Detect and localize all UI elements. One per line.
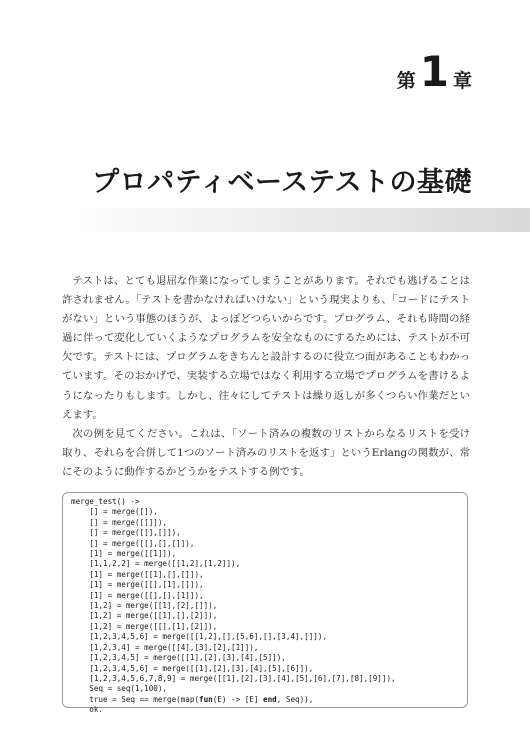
chapter-title: プロパティベーステストの基礎 [92, 167, 472, 198]
code-line: [1,2] = merge([[1],[2],[]]), [71, 601, 218, 611]
code-line: [] = merge([]), [71, 507, 158, 517]
code-line: [1,2,3,4,5] = merge([[1],[2],[3],[4],[5]]), [71, 653, 286, 663]
code-line: [1,2,3,4,5,6,7,8,9] = merge([[1],[2],[3],[4],[5],[6],[7],[8],[9]]), [71, 673, 396, 683]
code-line: [1] = merge([[],[],[1]]), [71, 590, 204, 600]
title-decoration-bar [62, 208, 530, 232]
code-line: [1,2] = merge([[],[1],[2]]), [71, 621, 218, 631]
code-line: [1,1,2,2] = merge([[1,2],[1,2]]), [71, 559, 241, 569]
code-fragment: (E) -> [E] [212, 694, 264, 704]
code-line: [] = merge([[],[],[]]), [71, 538, 195, 548]
code-keyword-fun: fun [199, 694, 213, 704]
chapter-number: 1 [419, 47, 449, 96]
code-line: [1,2,3,4,5,6] = merge([[1],[2],[3],[4],[5],[6]]), [71, 663, 314, 673]
code-line: merge_test() -> [71, 497, 140, 506]
code-line: [] = merge([[],[]]), [71, 528, 181, 538]
code-line-true [71, 695, 313, 704]
code-fragment: true = Seq == merge(map( [71, 694, 200, 704]
chapter-prefix: 第 [396, 70, 416, 92]
code-line: [1] = merge([[],[1],[]]), [71, 580, 204, 590]
code-line: [1,2] = merge([[1],[],[2]]), [71, 611, 218, 621]
chapter-heading [396, 47, 472, 96]
code-line: [1,2,3,4,5,6] = merge([[1,2],[],[5,6],[],[3,4],[]]), [71, 632, 328, 642]
code-line: ok. [71, 705, 104, 715]
code-block [62, 492, 468, 715]
code-line: [1,2,3,4] = merge([[4],[3],[2],[1]]), [71, 642, 259, 652]
paragraph-intro: テストは、とても退屈な作業になってしまうことがあります。それでも逃げることは許されません。「テストを書かなければいけない」という現実よりも、「コードにテストがない」という事態のほうが、よっぽどつらいからです。プログラム、それも時間の経過に伴って変化していくようなプログラムを安全なものにするためには、テストが不可欠です。テストには、プログラムをきちんと設計するのに役立つ面があることもわかっています。そのおかげで、実装する立場ではなく利用する立場でプログラムを書けるようになったりもします。しかし、往々にしてテストは繰り返しが多くつらい作業だといえます。 [62, 275, 470, 421]
code-line: [] = merge([[]]), [71, 517, 168, 527]
body-text [62, 272, 470, 482]
code-keyword-end: end [263, 694, 277, 704]
code-line: [1] = merge([[1],[],[]]), [71, 569, 204, 579]
code-fragment: , Seq)), [276, 694, 314, 704]
code-listing [71, 497, 459, 716]
code-line: Seq = seq(1,100), [71, 684, 168, 694]
chapter-suffix: 章 [452, 70, 472, 92]
code-line: [1] = merge([[1]]), [71, 549, 177, 559]
paragraph-example: 次の例を見てください。これは、「ソート済みの複数のリストからなるリストを受け取り、それらを合併して1つのソート済みのリストを返す」というErlangの関数が、常にそのように動作するかどうかをテストする例です。 [62, 427, 470, 478]
